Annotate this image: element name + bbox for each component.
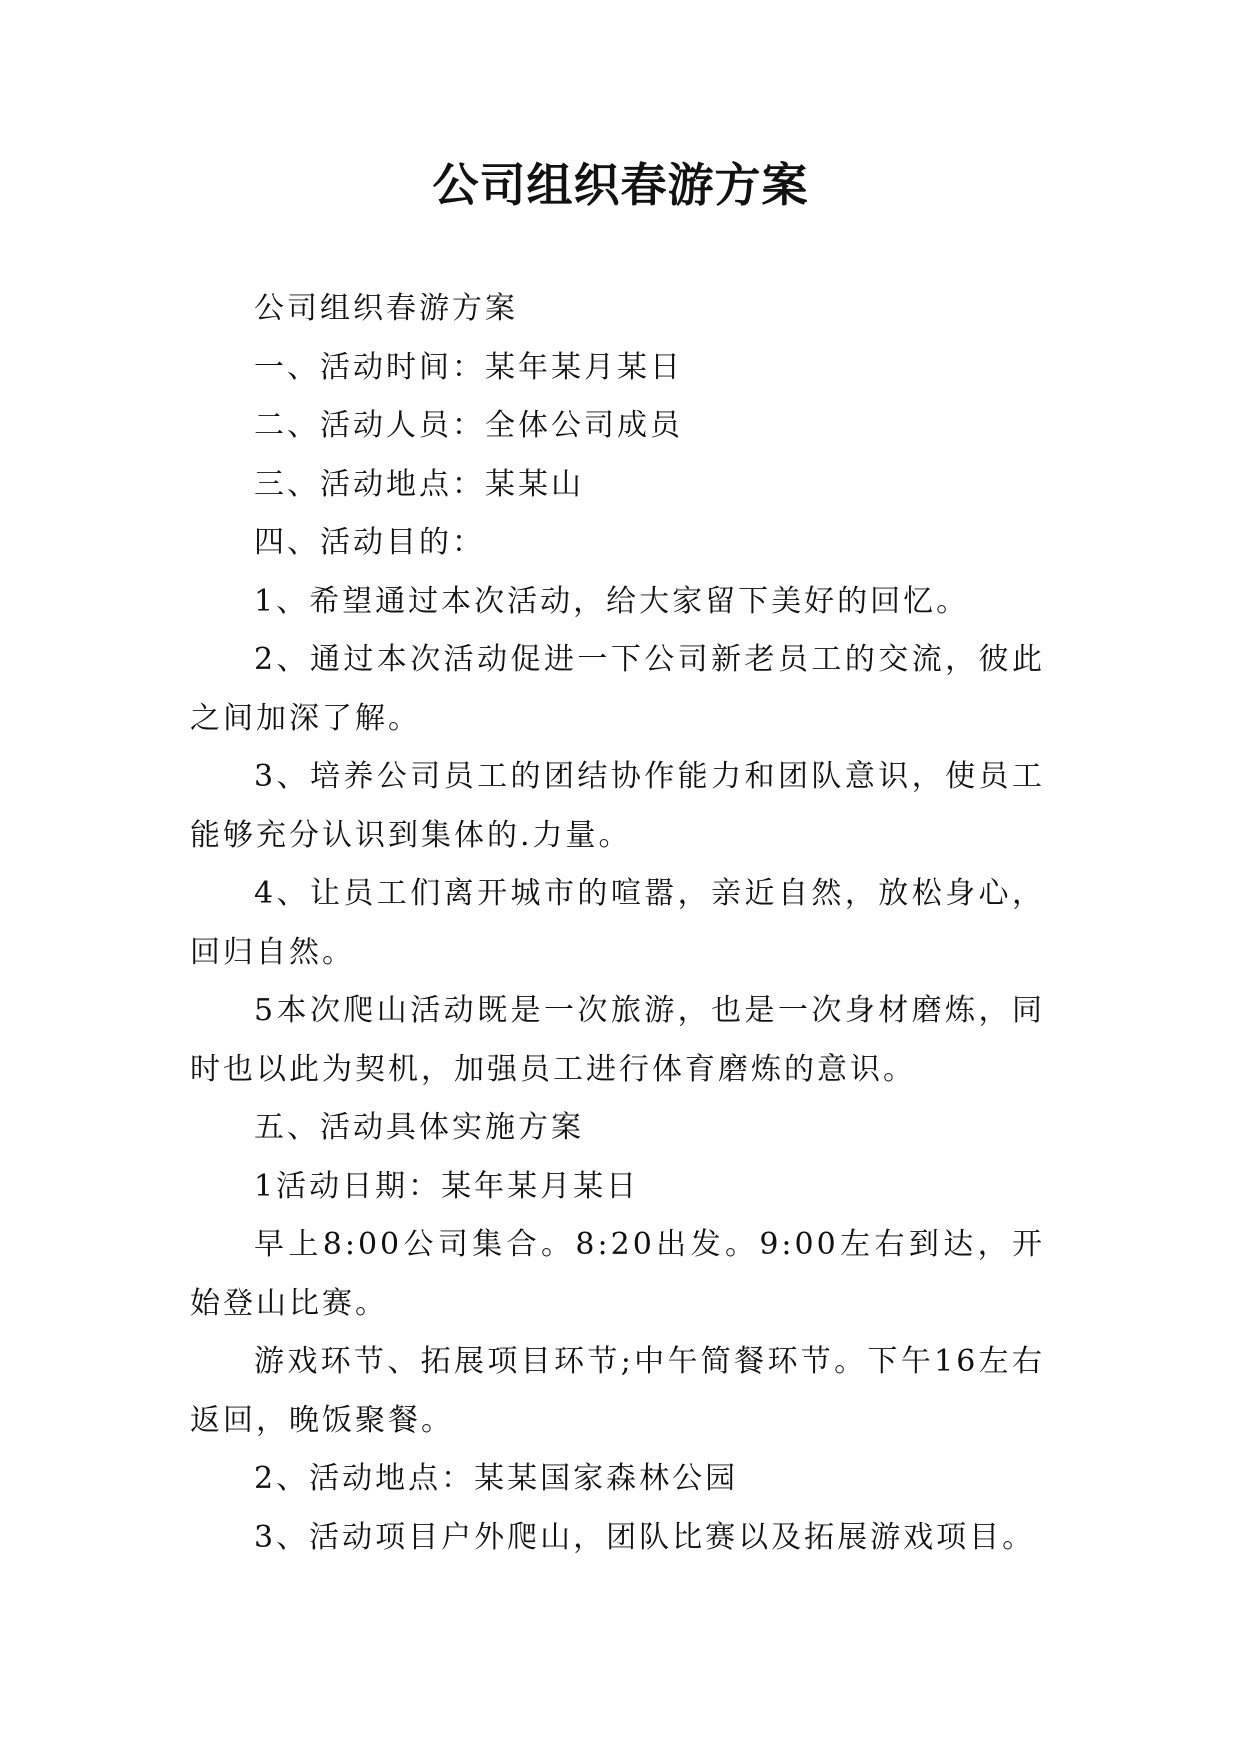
paragraph-plan-activities: 3、活动项目户外爬山，团队比赛以及拓展游戏项目。: [254, 1519, 1036, 1555]
paragraph-purpose-1: 1、希望通过本次活动，给大家留下美好的回忆。: [254, 583, 970, 619]
paragraph-activity-time: 一、活动时间：某年某月某日: [254, 349, 683, 385]
paragraph-plan-heading: 五、活动具体实施方案: [254, 1110, 584, 1145]
paragraph-plan-location: 2、活动地点：某某国家森林公园: [254, 1461, 739, 1496]
paragraph-purpose-4: 4、让员工们离开城市的喧嚣，亲近自然，放松身心，回归自然。: [190, 876, 1045, 970]
paragraph-subtitle: 公司组织春游方案: [254, 291, 518, 326]
paragraph-plan-date: 1活动日期：某年某月某日: [254, 1168, 640, 1204]
paragraph-participants: 二、活动人员：全体公司成员: [254, 408, 683, 443]
paragraph-location: 三、活动地点：某某山: [254, 466, 584, 502]
paragraph-purpose-heading: 四、活动目的：: [254, 525, 485, 560]
paragraph-purpose-5: 5本次爬山活动既是一次旅游，也是一次身材磨炼，同时也以此为契机，加强员工进行体育磨炼的意识。: [190, 993, 1045, 1087]
document-body: [190, 280, 1045, 1567]
paragraph-plan-afternoon: 游戏环节、拓展项目环节;中午简餐环节。下午16左右返回，晚饭聚餐。: [190, 1344, 1045, 1438]
paragraph-purpose-3: 3、培养公司员工的团结协作能力和团队意识，使员工能够充分认识到集体的.力量。: [190, 759, 1045, 853]
paragraph-purpose-2: 2、通过本次活动促进一下公司新老员工的交流，彼此之间加深了解。: [190, 642, 1045, 736]
document-title: 公司组织春游方案: [432, 158, 809, 212]
paragraph-plan-morning: 早上8:00公司集合。8:20出发。9:00左右到达，开始登山比赛。: [190, 1227, 1045, 1321]
